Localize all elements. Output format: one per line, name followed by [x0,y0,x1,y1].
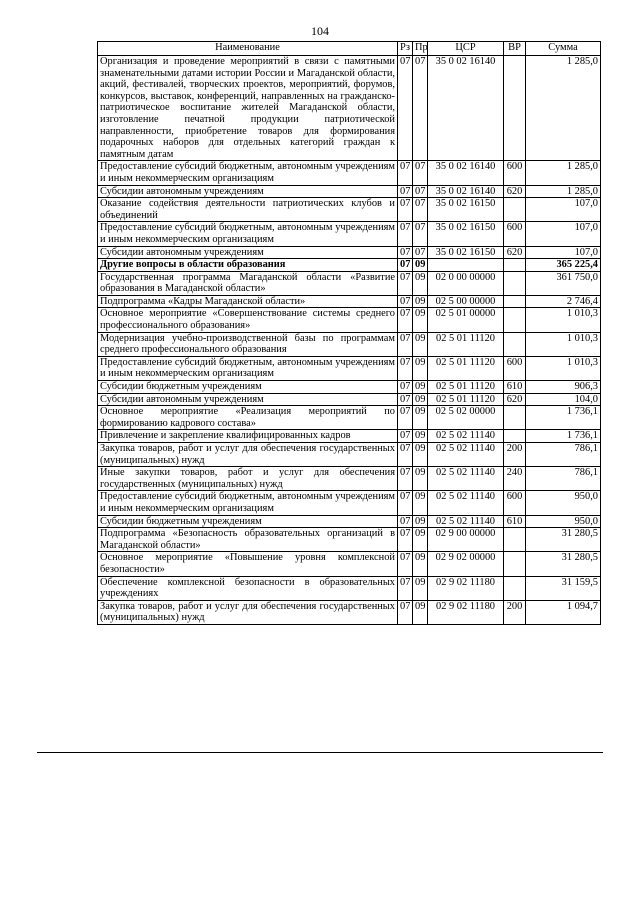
cell-rz: 07 [398,246,413,259]
cell-vr [504,56,526,161]
cell-csr: 02 9 02 11180 [428,600,504,624]
cell-pr: 09 [413,467,428,491]
cell-sum: 1 010,3 [526,308,601,332]
cell-csr: 02 5 02 00000 [428,406,504,430]
cell-csr: 02 5 02 11140 [428,443,504,467]
cell-vr: 200 [504,443,526,467]
cell-vr [504,430,526,443]
cell-pr: 09 [413,576,428,600]
cell-pr: 09 [413,430,428,443]
cell-pr: 09 [413,528,428,552]
cell-sum: 1 736,1 [526,406,601,430]
table-row [98,246,601,259]
table-row [98,430,601,443]
cell-pr: 07 [413,185,428,198]
cell-rz: 07 [398,185,413,198]
cell-vr [504,295,526,308]
cell-csr: 02 5 02 11140 [428,515,504,528]
table-row [98,332,601,356]
cell-sum: 104,0 [526,393,601,406]
cell-name: Привлечение и закрепление квалифицированных кадров [98,430,398,443]
cell-rz: 07 [398,576,413,600]
cell-pr: 09 [413,308,428,332]
cell-name: Основное мероприятие «Реализация мероприятий по формированию кадрового состава» [98,406,398,430]
cell-pr: 09 [413,491,428,515]
table-row [98,161,601,185]
table-header-row [98,42,601,56]
cell-vr: 610 [504,381,526,394]
cell-csr: 02 5 02 11140 [428,491,504,515]
cell-pr: 09 [413,515,428,528]
cell-pr: 09 [413,393,428,406]
header-sum: Сумма [526,42,601,56]
cell-vr: 620 [504,393,526,406]
cell-name: Государственная программа Магаданской области «Развитие образования в Магаданской области» [98,271,398,295]
table-row [98,406,601,430]
header-csr: ЦСР [428,42,504,56]
cell-csr: 02 9 02 11180 [428,576,504,600]
header-pr: Пр [413,42,428,56]
cell-csr: 02 5 00 00000 [428,295,504,308]
cell-rz: 07 [398,308,413,332]
cell-csr: 35 0 02 16150 [428,246,504,259]
cell-name: Предоставление субсидий бюджетным, автономным учреждениям и иным некоммерческим организациям [98,491,398,515]
footer-rule [37,752,603,753]
cell-pr: 09 [413,443,428,467]
table-row [98,356,601,380]
cell-name: Субсидии бюджетным учреждениям [98,515,398,528]
cell-sum: 950,0 [526,515,601,528]
cell-name: Предоставление субсидий бюджетным, автономным учреждениям и иным некоммерческим организациям [98,222,398,246]
cell-rz: 07 [398,56,413,161]
cell-sum: 31 280,5 [526,528,601,552]
cell-pr: 07 [413,222,428,246]
cell-name: Оказание содействия деятельности патриотических клубов и объединений [98,198,398,222]
cell-name: Субсидии автономным учреждениям [98,246,398,259]
budget-table [97,41,601,625]
cell-name: Основное мероприятие «Совершенствование системы среднего профессионального образования» [98,308,398,332]
cell-rz: 07 [398,295,413,308]
cell-pr: 09 [413,406,428,430]
cell-pr: 09 [413,332,428,356]
cell-vr [504,576,526,600]
cell-pr: 07 [413,161,428,185]
cell-rz: 07 [398,222,413,246]
cell-rz: 07 [398,443,413,467]
cell-sum: 1 736,1 [526,430,601,443]
cell-sum: 1 285,0 [526,56,601,161]
cell-name: Подпрограмма «Кадры Магаданской области» [98,295,398,308]
cell-name: Модернизация учебно-производственной базы по программам среднего профессионального образования [98,332,398,356]
cell-sum: 31 159,5 [526,576,601,600]
cell-rz: 07 [398,552,413,576]
cell-pr: 07 [413,198,428,222]
cell-sum: 1 285,0 [526,161,601,185]
cell-csr [428,259,504,272]
cell-sum: 2 746,4 [526,295,601,308]
cell-pr: 07 [413,246,428,259]
cell-name: Обеспечение комплексной безопасности в образовательных учреждениях [98,576,398,600]
header-name: Наименование [98,42,398,56]
cell-name: Закупка товаров, работ и услуг для обеспечения государственных (муниципальных) нужд [98,600,398,624]
cell-vr: 620 [504,246,526,259]
table-row [98,308,601,332]
cell-name: Закупка товаров, работ и услуг для обеспечения государственных (муниципальных) нужд [98,443,398,467]
cell-rz: 07 [398,271,413,295]
cell-vr: 600 [504,491,526,515]
cell-pr: 09 [413,600,428,624]
cell-csr: 35 0 02 16150 [428,222,504,246]
cell-rz: 07 [398,259,413,272]
cell-vr: 610 [504,515,526,528]
table-row [98,295,601,308]
cell-sum: 1 010,3 [526,356,601,380]
cell-sum: 107,0 [526,246,601,259]
cell-name: Подпрограмма «Безопасность образовательных организаций в Магаданской области» [98,528,398,552]
table-row [98,56,601,161]
cell-rz: 07 [398,491,413,515]
cell-pr: 09 [413,356,428,380]
cell-rz: 07 [398,600,413,624]
cell-pr: 09 [413,259,428,272]
cell-csr: 35 0 02 16150 [428,198,504,222]
cell-csr: 02 5 02 11140 [428,430,504,443]
cell-csr: 02 5 02 11140 [428,467,504,491]
cell-name: Другие вопросы в области образования [98,259,398,272]
cell-csr: 02 0 00 00000 [428,271,504,295]
table-row [98,552,601,576]
cell-vr [504,552,526,576]
cell-rz: 07 [398,528,413,552]
cell-vr [504,308,526,332]
cell-sum: 1 010,3 [526,332,601,356]
cell-vr: 600 [504,222,526,246]
header-vr: ВР [504,42,526,56]
table-row [98,393,601,406]
cell-sum: 950,0 [526,491,601,515]
table-row [98,467,601,491]
cell-sum: 786,1 [526,443,601,467]
cell-vr [504,528,526,552]
cell-vr [504,406,526,430]
cell-vr [504,271,526,295]
cell-vr: 200 [504,600,526,624]
cell-rz: 07 [398,381,413,394]
cell-rz: 07 [398,198,413,222]
table-row [98,600,601,624]
cell-name: Субсидии автономным учреждениям [98,185,398,198]
cell-sum: 1 285,0 [526,185,601,198]
cell-sum: 365 225,4 [526,259,601,272]
cell-csr: 02 9 02 00000 [428,552,504,576]
table-row [98,515,601,528]
table-row [98,198,601,222]
cell-csr: 35 0 02 16140 [428,56,504,161]
table-body [98,56,601,625]
cell-csr: 02 5 01 11120 [428,393,504,406]
cell-name: Субсидии бюджетным учреждениям [98,381,398,394]
cell-sum: 107,0 [526,222,601,246]
cell-rz: 07 [398,430,413,443]
cell-name: Предоставление субсидий бюджетным, автономным учреждениям и иным некоммерческим организациям [98,161,398,185]
cell-name: Субсидии автономным учреждениям [98,393,398,406]
cell-csr: 02 5 01 11120 [428,356,504,380]
cell-vr: 600 [504,356,526,380]
cell-sum: 786,1 [526,467,601,491]
header-rz: Рз [398,42,413,56]
table-row [98,271,601,295]
cell-name: Основное мероприятие «Повышение уровня комплексной безопасности» [98,552,398,576]
table-row [98,528,601,552]
cell-pr: 07 [413,56,428,161]
cell-rz: 07 [398,467,413,491]
cell-pr: 09 [413,552,428,576]
table-row [98,576,601,600]
cell-rz: 07 [398,406,413,430]
cell-name: Предоставление субсидий бюджетным, автономным учреждениям и иным некоммерческим организациям [98,356,398,380]
cell-pr: 09 [413,271,428,295]
cell-sum: 31 280,5 [526,552,601,576]
cell-csr: 02 5 01 11120 [428,332,504,356]
cell-vr: 600 [504,161,526,185]
cell-sum: 906,3 [526,381,601,394]
table-row [98,259,601,272]
cell-csr: 35 0 02 16140 [428,185,504,198]
cell-rz: 07 [398,356,413,380]
cell-csr: 02 5 01 00000 [428,308,504,332]
cell-sum: 361 750,0 [526,271,601,295]
table-row [98,381,601,394]
cell-sum: 1 094,7 [526,600,601,624]
cell-sum: 107,0 [526,198,601,222]
cell-rz: 07 [398,393,413,406]
table-row [98,222,601,246]
table-row [98,491,601,515]
page-number: 104 [311,24,329,38]
cell-pr: 09 [413,381,428,394]
cell-rz: 07 [398,515,413,528]
cell-pr: 09 [413,295,428,308]
cell-csr: 02 9 00 00000 [428,528,504,552]
cell-name: Иные закупки товаров, работ и услуг для обеспечения государственных (муниципальных) нужд [98,467,398,491]
cell-rz: 07 [398,161,413,185]
cell-csr: 35 0 02 16140 [428,161,504,185]
cell-name: Организация и проведение мероприятий в связи с памятными знаменательными датами истории России и Магаданской области, акций, фестивалей, творческих проектов, мероприятий, форумов, конкурсов, выставок, конференций, направленных на гражданско-патриотическое воспитание жителей Магаданской области, изготовление печатной продукции патриотической направленности, приобретение товаров для формирования подарочных наборов для отдельных категорий граждан к памятным датам [98,56,398,161]
table-row [98,185,601,198]
cell-rz: 07 [398,332,413,356]
table-row [98,443,601,467]
cell-vr [504,198,526,222]
cell-vr: 620 [504,185,526,198]
cell-vr [504,332,526,356]
cell-vr [504,259,526,272]
cell-vr: 240 [504,467,526,491]
cell-csr: 02 5 01 11120 [428,381,504,394]
